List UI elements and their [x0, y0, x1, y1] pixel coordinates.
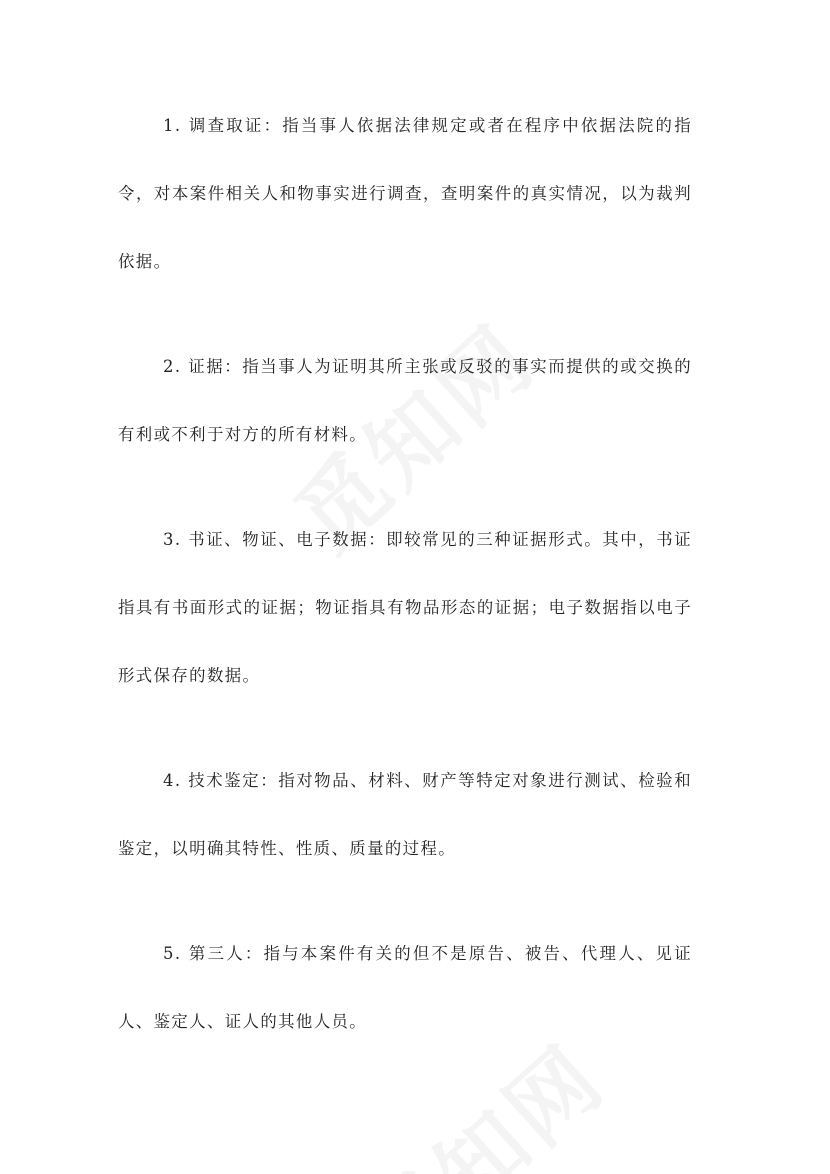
- paragraph-investigation: 1. 调查取证：指当事人依据法律规定或者在程序中依据法院的指令，对本案件相关人和物事实进行调查，查明案件的真实情况，以为裁判依据。: [118, 116, 692, 271]
- document-body: [118, 92, 692, 1093]
- paragraph-third-party: 5. 第三人：指与本案件有关的但不是原告、被告、代理人、见证人、鉴定人、证人的其他人员。: [118, 944, 692, 1031]
- paragraph-technical-appraisal: 4. 技术鉴定：指对物品、材料、财产等特定对象进行测试、检验和鉴定，以明确其特性、性质、质量的过程。: [118, 771, 692, 858]
- paragraph-evidence: 2. 证据：指当事人为证明其所主张或反驳的事实而提供的或交换的有利或不利于对方的所有材料。: [118, 357, 692, 444]
- paragraph-evidence-forms: 3. 书证、物证、电子数据：即较常见的三种证据形式。其中，书证指具有书面形式的证据；物证指具有物品形态的证据；电子数据指以电子形式保存的数据。: [118, 530, 692, 685]
